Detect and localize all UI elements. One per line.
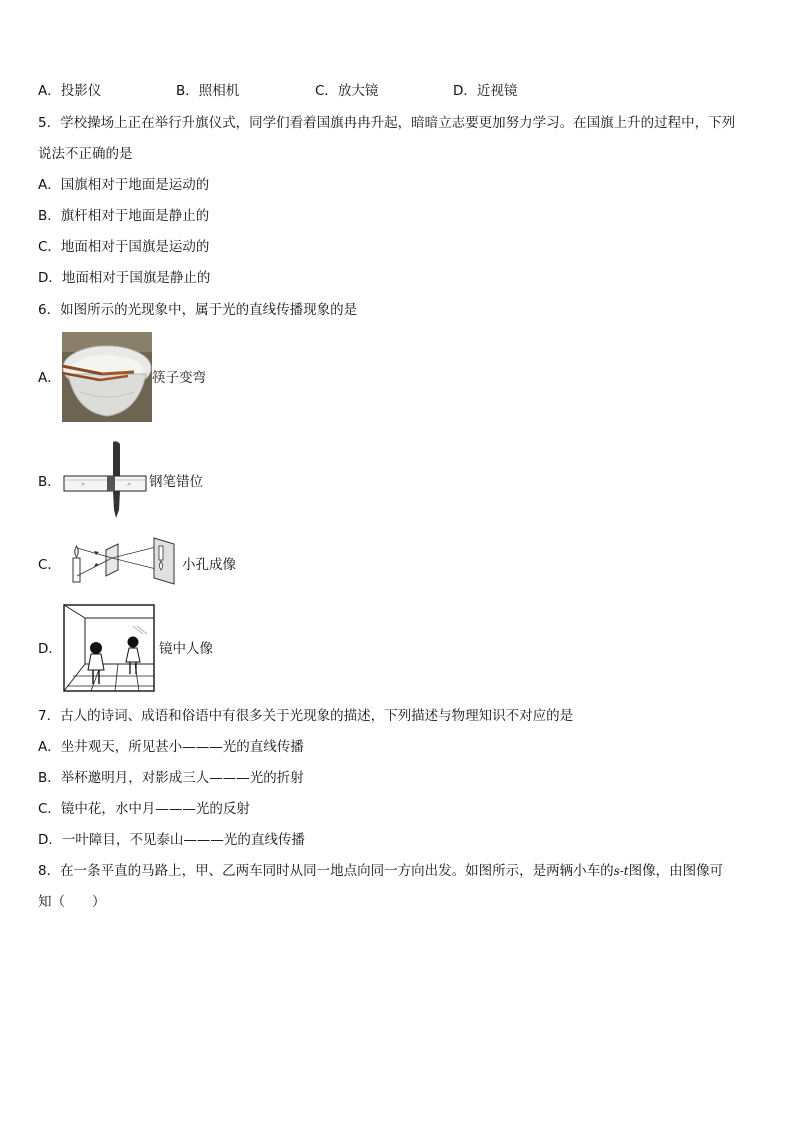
chopstick-in-bowl-photo (62, 332, 152, 422)
q6-option-a-caption: 筷子变弯 (152, 370, 206, 386)
q6-option-d-letter: D． (38, 641, 62, 657)
q8-stem-line1 (38, 862, 723, 880)
pen-behind-glass-block (62, 440, 148, 520)
q8-stem-before: 8．在一条平直的马路上，甲、乙两车同时从同一地点向同一方向出发。如图所示，是两辆小车的 (38, 863, 614, 879)
q5-option-d: D．地面相对于国旗是静止的 (38, 270, 211, 286)
mirror-reflection-girl (63, 604, 155, 692)
svg-text:〃: 〃 (126, 482, 133, 489)
q6-stem: 6．如图所示的光现象中，属于光的直线传播现象的是 (38, 302, 358, 318)
q7-option-b: B．举杯邀明月，对影成三人———光的折射 (38, 770, 304, 786)
q7-stem: 7．古人的诗词、成语和俗语中有很多关于光现象的描述，下列描述与物理知识不对应的是 (38, 708, 574, 724)
q8-stem-after: 图像，由图像可 (628, 863, 724, 879)
q6-option-a-letter: A． (38, 370, 61, 386)
q5-option-a: A．国旗相对于地面是运动的 (38, 177, 210, 193)
q4-option-d: D．近视镜 (453, 83, 518, 99)
q6-option-b-letter: B． (38, 474, 61, 490)
q4-option-c: C．放大镜 (315, 83, 379, 99)
q5-option-c: C．地面相对于国旗是运动的 (38, 239, 210, 255)
q7-option-a: A．坐井观天，所见甚小———光的直线传播 (38, 739, 304, 755)
q4-option-a: A．投影仪 (38, 83, 102, 99)
q5-option-b: B．旗杆相对于地面是静止的 (38, 208, 210, 224)
q7-option-c: C．镜中花，水中月———光的反射 (38, 801, 250, 817)
q5-stem-line1: 5．学校操场上正在举行升旗仪式，同学们看着国旗冉冉升起，暗暗立志要更加努力学习。在国旗上升的过程中，下列 (38, 115, 736, 131)
q8-stem-line2: 知（ ） (38, 894, 106, 910)
q6-option-b-caption: 钢笔错位 (149, 474, 203, 490)
q6-option-c-caption: 小孔成像 (182, 557, 236, 573)
q6-option-d-caption: 镜中人像 (159, 641, 213, 657)
q8-stem-symbol: s-t (613, 864, 629, 878)
pinhole-camera-diagram (66, 536, 178, 588)
q6-option-c-letter: C． (38, 557, 61, 573)
q4-option-b: B．照相机 (176, 83, 240, 99)
q7-option-d: D．一叶障目，不见泰山———光的直线传播 (38, 832, 305, 848)
svg-text:〃: 〃 (80, 482, 87, 489)
q5-stem-line2: 说法不正确的是 (38, 146, 133, 162)
